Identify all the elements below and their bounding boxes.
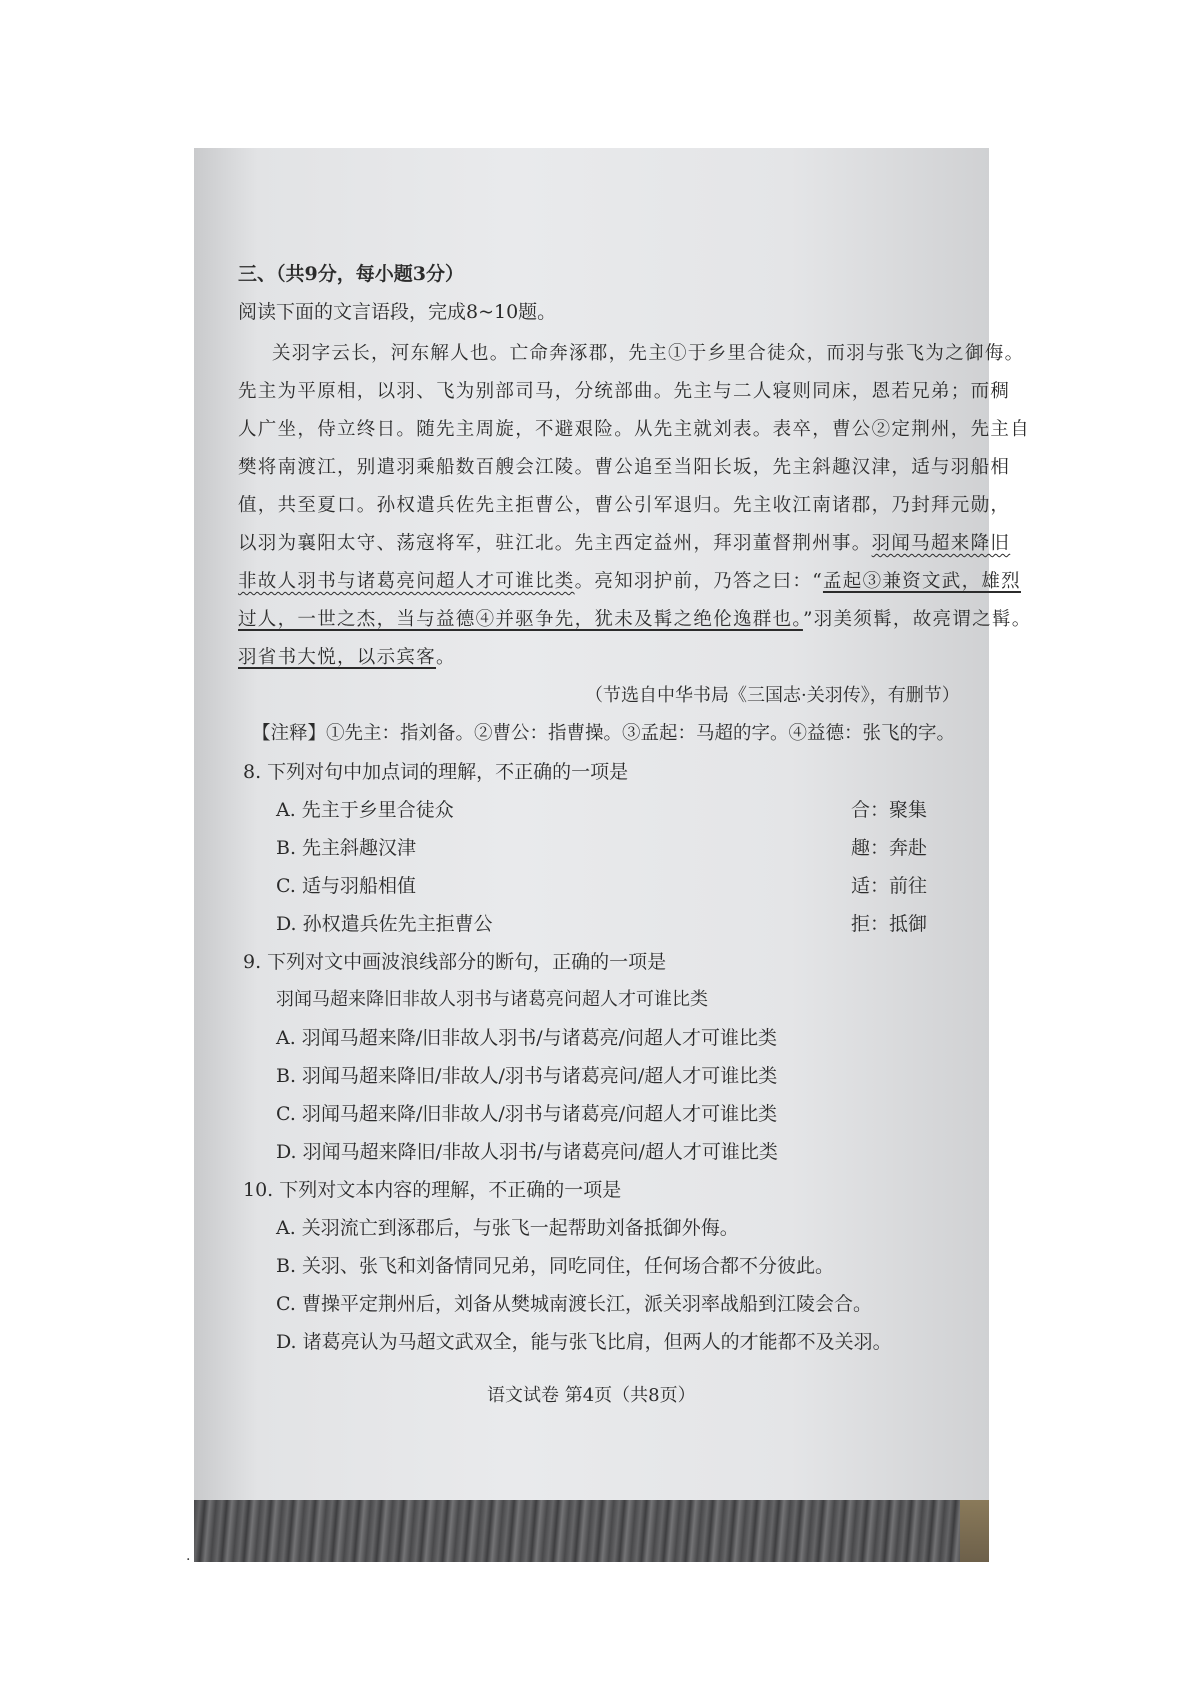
q8-stem: 8. 下列对句中加点词的理解，不正确的一项是 — [243, 761, 629, 783]
q8-option-a-text: A. 先主于乡里合徒众 — [276, 799, 454, 821]
q10-option-b: B. 关羽、张飞和刘备情同兄弟，同吃同住，任何场合都不分彼此。 — [276, 1255, 835, 1277]
passage-line-6 — [238, 532, 1010, 556]
q10-option-a: A. 关羽流亡到涿郡后，与张飞一起帮助刘备抵御外侮。 — [276, 1217, 739, 1239]
underlined-text-cont: 过人，一世之杰，当与益德④并驱争先，犹未及髯之绝伦逸群也。 — [238, 609, 803, 630]
q8-option-c — [276, 874, 928, 898]
passage-line-1: 关羽字云长，河东解人也。亡命奔涿郡，先主①于乡里合徒众，而羽与张飞为之御侮。 — [272, 343, 1025, 364]
section-heading — [238, 262, 464, 286]
q8-option-d-text: D. 孙权遣兵佐先主拒曹公 — [276, 913, 493, 935]
passage-line-2: 先主为平原相，以羽、飞为别部司马，分统部曲。先主与二人寝则同床，恩若兄弟；而稠 — [238, 381, 1011, 402]
wavy-underlined-text: 羽闻马超来降旧 — [871, 533, 1011, 554]
underlined-text: 孟起③兼资文武，雄烈 — [822, 571, 1021, 592]
q9-option-a: A. 羽闻马超来降/旧非故人羽书/与诸葛亮/问超人才可谁比类 — [276, 1027, 778, 1049]
q8-option-c-gloss: 适：前往 — [851, 875, 928, 897]
q8-option-b-gloss: 趣：奔赴 — [851, 837, 928, 859]
q10-option-d: D. 诸葛亮认为马超文武双全，能与张飞比肩，但两人的才能都不及关羽。 — [276, 1331, 892, 1353]
section-instruction: 阅读下面的文言语段，完成8~10题。 — [238, 301, 557, 323]
passage-line-9-text: 。 — [436, 647, 456, 668]
q9-option-b: B. 羽闻马超来降旧/非故人/羽书与诸葛亮问/超人才可谁比类 — [276, 1065, 778, 1087]
q9-sentence: 羽闻马超来降旧非故人羽书与诸葛亮问超人才可谁比类 — [276, 989, 708, 1010]
stray-mark: . — [186, 1548, 191, 1564]
desk-background — [194, 1500, 989, 1562]
passage-line-4: 樊将南渡江，别遣羽乘船数百艘会江陵。曹公追至当阳长坂，先主斜趣汉津，适与羽船相 — [238, 457, 1011, 478]
q8-option-a — [276, 798, 928, 822]
section-title: （共9分，每小题3分） — [276, 263, 464, 285]
q10-stem: 10. 下列对文本内容的理解，不正确的一项是 — [243, 1179, 622, 1201]
passage-line-6-text: 以羽为襄阳太守、荡寇将军，驻江北。先主西定益州，拜羽董督荆州事。 — [238, 533, 872, 554]
wavy-underlined-text-cont: 非故人羽书与诸葛亮问超人才可谁比类 — [238, 571, 575, 592]
passage-line-8-text: ”羽美须髯，故亮谓之髯。 — [802, 609, 1032, 630]
q8-option-b-text: B. 先主斜趣汉津 — [276, 837, 417, 859]
q9-stem: 9. 下列对文中画波浪线部分的断句，正确的一项是 — [243, 951, 667, 973]
passage-line-5: 值，共至夏口。孙权遣兵佐先主拒曹公，曹公引军退归。先主收江南诸郡，乃封拜元勋， — [238, 495, 1011, 516]
q8-option-d — [276, 912, 928, 936]
q9-option-d: D. 羽闻马超来降旧/非故人羽书/与诸葛亮问/超人才可谁比类 — [276, 1141, 778, 1163]
passage-line-7 — [238, 570, 1021, 594]
q10-option-c: C. 曹操平定荆州后，刘备从樊城南渡长江，派关羽率战船到江陵会合。 — [276, 1293, 872, 1315]
desk-edge — [960, 1500, 989, 1562]
passage-line-3: 人广坐，侍立终日。随先主周旋，不避艰险。从先主就刘表。表卒，曹公②定荆州，先主自 — [238, 419, 1031, 440]
annotations: 【注释】①先主：指刘备。②曹公：指曹操。③孟起：马超的字。④益德：张飞的字。 — [252, 723, 956, 744]
source-citation: （节选自中华书局《三国志·关羽传》，有删节） — [585, 685, 960, 706]
q8-option-a-gloss: 合：聚集 — [851, 799, 928, 821]
passage-line-9 — [238, 646, 456, 670]
underlined-text-2: 羽省书大悦，以示宾客 — [238, 647, 437, 668]
passage-line-7-text: 。亮知羽护前，乃答之曰：“ — [574, 571, 823, 592]
section-prefix: 三、 — [238, 263, 277, 285]
passage-line-8 — [238, 608, 1032, 632]
q8-option-d-gloss: 拒：抵御 — [851, 913, 928, 935]
q8-option-c-text: C. 适与羽船相值 — [276, 875, 416, 897]
q8-option-b — [276, 836, 928, 860]
page-footer: 语文试卷 第4页（共8页） — [487, 1385, 696, 1406]
q9-option-c: C. 羽闻马超来降/旧非故人/羽书与诸葛亮/问超人才可谁比类 — [276, 1103, 778, 1125]
